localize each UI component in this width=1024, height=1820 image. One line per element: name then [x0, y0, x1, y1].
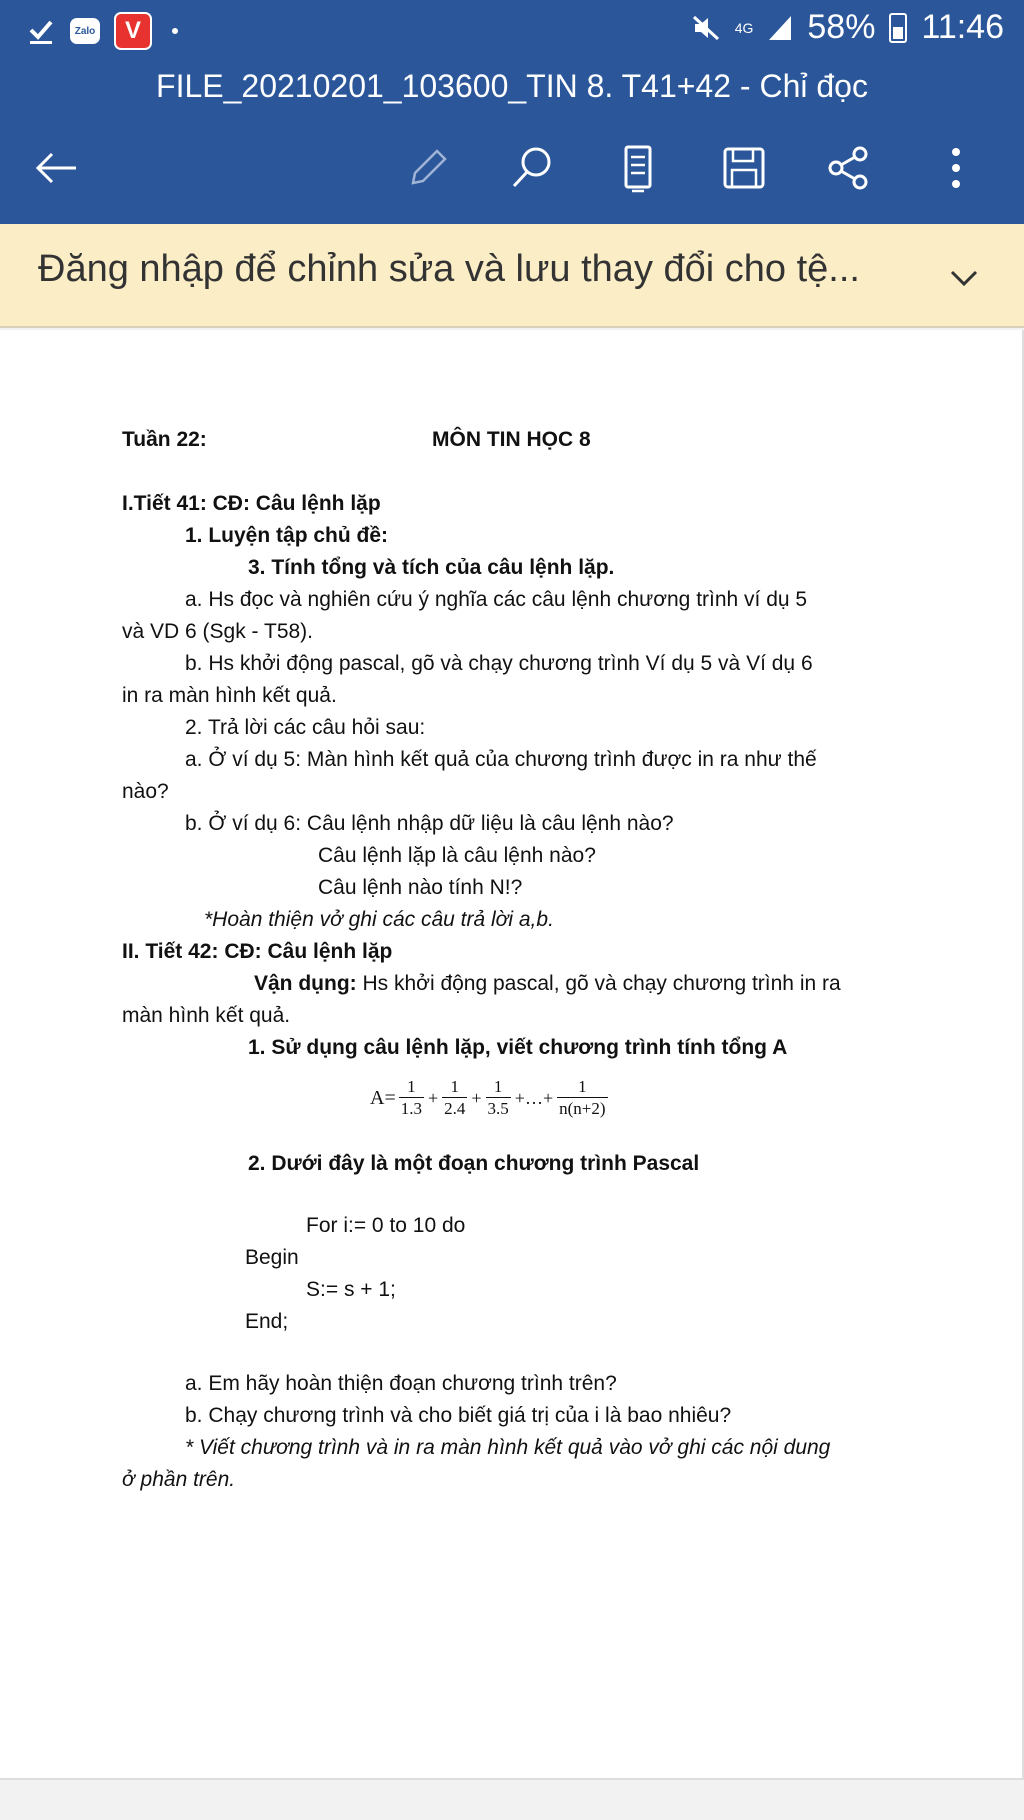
apply-label: Vận dụng: [254, 972, 357, 995]
v-app-icon: V [114, 12, 152, 50]
formula-lhs: A= [370, 1087, 396, 1109]
network-type: 4G [734, 19, 754, 36]
question-b-line3: Câu lệnh nào tính N!? [318, 876, 523, 899]
status-bar [0, 0, 1024, 60]
lesson2-apply-line1 [254, 972, 841, 996]
question-b-line2: Câu lệnh lặp là câu lệnh nào? [318, 844, 596, 867]
term-3-num: 1 [493, 1077, 503, 1096]
more-icon[interactable] [928, 140, 984, 196]
lesson1-b-line1: b. Hs khởi động pascal, gõ và chạy chương trình Ví dụ 5 và Ví dụ 6 [185, 652, 813, 675]
lesson2-item1: 1. Sử dụng câu lệnh lặp, viết chương trình tính tổng A [248, 1036, 788, 1059]
formula-term-3 [486, 1078, 511, 1119]
sign-in-banner[interactable] [0, 224, 1024, 328]
document-page [0, 330, 1024, 1780]
term-1-num: 1 [407, 1077, 416, 1096]
question-a-line1: a. Ở ví dụ 5: Màn hình kết quả của chương trình được in ra như thế [185, 748, 817, 771]
question2-b: b. Chạy chương trình và cho biết giá trị của i là bao nhiêu? [185, 1404, 732, 1427]
code-line-3: S:= s + 1; [306, 1278, 396, 1301]
term-2-den: 2.4 [444, 1099, 466, 1118]
last-den: n(n+2) [559, 1099, 606, 1118]
back-arrow-icon[interactable] [28, 140, 84, 196]
term-3-den: 3.5 [487, 1099, 509, 1118]
code-line-1: For i:= 0 to 10 do [306, 1214, 466, 1237]
formula-term-1 [399, 1078, 424, 1119]
lesson1-b-line2: in ra màn hình kết quả. [122, 684, 337, 707]
lesson1-item1: 1. Luyện tập chủ đề: [185, 524, 389, 547]
lesson2-note-line2: ở phần trên. [122, 1468, 236, 1491]
subject-heading: MÔN TIN HỌC 8 [432, 428, 591, 451]
term-1-den: 1.3 [400, 1099, 422, 1118]
lesson1-title: I.Tiết 41: CĐ: Câu lệnh lặp [122, 492, 381, 515]
lesson2-note-line1: * Viết chương trình và in ra màn hình kết quả vào vở ghi các nội dung [185, 1436, 831, 1459]
last-num: 1 [578, 1077, 587, 1096]
download-check-icon [26, 16, 56, 46]
reading-view-icon[interactable] [610, 140, 666, 196]
search-icon[interactable] [504, 140, 560, 196]
more-notifications-dot [172, 28, 178, 34]
apply-text: Hs khởi động pascal, gõ và chạy chương trình in ra [356, 972, 841, 995]
lesson1-item2: 2. Trả lời các câu hỏi sau: [185, 716, 426, 739]
battery-percent: 58% [807, 8, 876, 46]
lesson2-item2: 2. Dưới đây là một đoạn chương trình Pascal [248, 1152, 700, 1175]
sum-formula [370, 1078, 611, 1119]
mute-icon [691, 13, 721, 43]
question-b-line1: b. Ở ví dụ 6: Câu lệnh nhập dữ liệu là câu lệnh nào? [185, 812, 674, 835]
formula-last-term [557, 1078, 607, 1119]
banner-text: Đăng nhập để chỉnh sửa và lưu thay đổi cho tệ... [38, 248, 860, 290]
clock: 11:46 [921, 8, 1004, 46]
app-bar [0, 0, 1024, 224]
lesson1-item3: 3. Tính tổng và tích của câu lệnh lặp. [248, 556, 615, 579]
pencil-icon[interactable] [400, 140, 456, 196]
plus-sign: + [427, 1088, 439, 1108]
lesson2-title: II. Tiết 42: CĐ: Câu lệnh lặp [122, 940, 393, 963]
lesson1-a-line2: và VD 6 (Sgk - T58). [122, 620, 314, 643]
question2-a: a. Em hãy hoàn thiện đoạn chương trình trên? [185, 1372, 617, 1395]
toolbar [0, 130, 1024, 200]
share-icon[interactable] [820, 140, 876, 196]
document-title: FILE_20210201_103600_TIN 8. T41+42 - Chỉ đọc [156, 68, 868, 104]
lesson1-a-line1: a. Hs đọc và nghiên cứu ý nghĩa các câu lệnh chương trình ví dụ 5 [185, 588, 808, 611]
save-icon[interactable] [716, 140, 772, 196]
lesson2-apply-line2: màn hình kết quả. [122, 1004, 291, 1027]
battery-icon [889, 13, 907, 43]
plus-sign: + [471, 1088, 482, 1108]
term-2-num: 1 [450, 1077, 460, 1096]
lesson1-note: *Hoàn thiện vở ghi các câu trả lời a,b. [204, 908, 554, 931]
code-line-2: Begin [245, 1246, 299, 1269]
week-label: Tuần 22: [122, 428, 207, 451]
formula-term-2 [442, 1078, 467, 1119]
signal-icon [767, 14, 793, 42]
zalo-icon: Zalo [70, 18, 100, 44]
chevron-down-icon[interactable] [944, 258, 984, 298]
code-line-4: End; [245, 1310, 289, 1333]
ellipsis-sign: +…+ [514, 1088, 554, 1108]
question-a-line2: nào? [122, 780, 169, 803]
